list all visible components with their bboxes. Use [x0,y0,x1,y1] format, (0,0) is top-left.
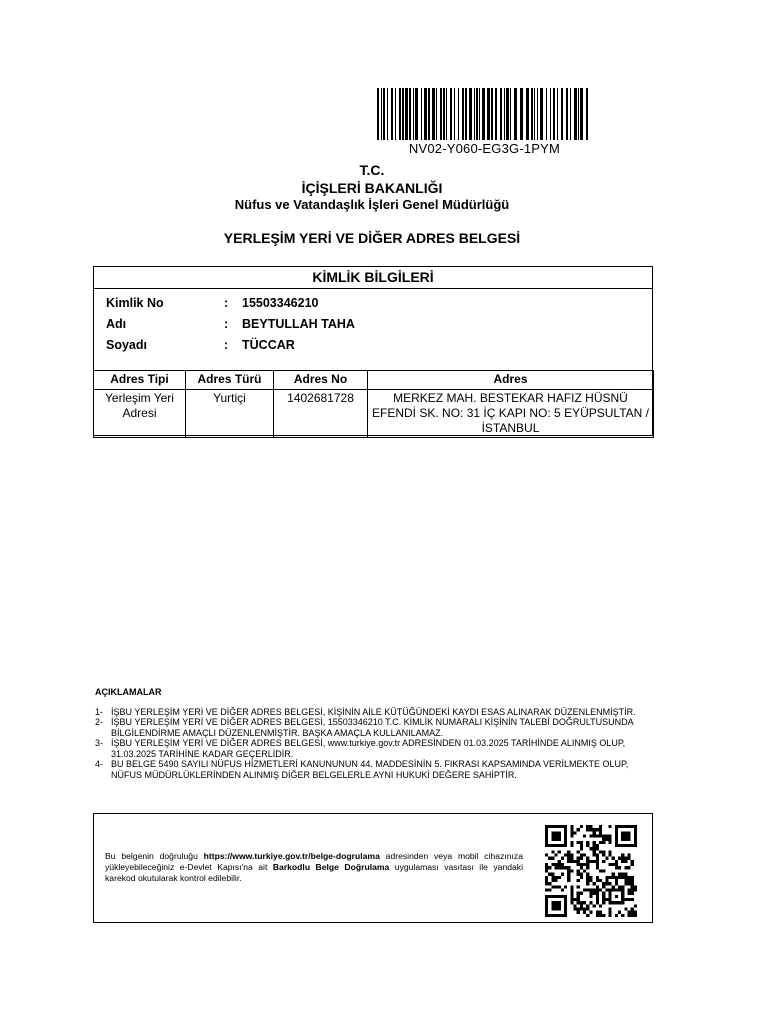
address-cell: MERKEZ MAH. BESTEKAR HAFIZ HÜSNÜ EFENDİ SK. NO: 31 İÇ KAPI NO: 5 EYÜPSULTAN / İSTANBUL [368,390,654,438]
field-colon: : [224,296,229,310]
verification-box [93,813,653,923]
note-text: İŞBU YERLEŞİM YERİ VE DİĞER ADRES BELGESİ, 15503346210 T.C. KİMLİK NUMARALI KİŞİNİN TALEBİ DOĞRULTUSUNDA BİLGİLENDİRME AMAÇLI DÜZENLENMİŞTİR. BAŞKA AMAÇLA KULLANILAMAZ. [111,717,634,738]
verification-intro: Bu belgenin doğruluğu [105,851,198,861]
table-row [94,390,654,438]
directorate-heading: Nüfus ve Vatandaşlık İşleri Genel Müdürlüğü [234,197,510,212]
column-header: Adres Tipi [94,371,186,390]
list-item [95,717,655,738]
identity-section [93,266,653,436]
address-table [93,370,654,438]
note-number: 2- [95,717,104,727]
address-table-header [94,371,654,390]
field-value: 15503346210 [242,296,319,310]
list-item [95,759,655,780]
verification-app-name: Barkodlu Belge Doğrulama [272,862,390,872]
field-label: Kimlik No [106,296,164,310]
verification-text [105,851,523,884]
document-title: YERLEŞİM YERİ VE DİĞER ADRES BELGESİ [223,230,521,246]
address-type-cell: Yerleşim Yeri Adresi [94,390,186,438]
field-label: Adı [106,317,127,331]
notes-title: AÇIKLAMALAR [95,687,162,697]
column-header: Adres Türü [186,371,274,390]
note-number: 4- [95,759,104,769]
field-value: BEYTULLAH TAHA [242,317,355,331]
notes-section [95,687,655,780]
address-number-cell: 1402681728 [274,390,368,438]
field-label: Soyadı [106,338,147,352]
note-text: İŞBU YERLEŞİM YERİ VE DİĞER ADRES BELGESİ, www.turkiye.gov.tr ADRESİNDEN 01.03.2025 TARİHİNDE ALINMIŞ OLUP, 31.03.2025 TARİHİNE KADAR GEÇERLİDİR. [111,738,626,759]
column-header: Adres No [274,371,368,390]
verification-middle: adresinden veya mobil cihazınıza yükleyebileceğiniz e-Devlet Kapısı'na ait [105,851,523,872]
column-header: Adres [368,371,654,390]
address-kind-cell: Yurtiçi [186,390,274,438]
note-number: 3- [95,738,104,748]
note-text: BU BELGE 5490 SAYILI NÜFUS HİZMETLERİ KANUNUNUN 44. MADDESİNİN 5. FIKRASI KAPSAMINDA VERİLMEKTE OLUP, NÜFUS MÜDÜRLÜKLERİNDEN ALINMIŞ DİĞER BELGELERLE AYNI HUKUKİ DEĞERE SAHİPTİR. [111,759,629,780]
barcode-code: NV02-Y060-EG3G-1PYM [408,141,561,156]
document-barcode [377,88,592,140]
identity-section-title: KİMLİK BİLGİLERİ [94,267,652,289]
field-colon: : [224,338,229,352]
qr-code-icon [545,825,637,917]
note-text: İŞBU YERLEŞİM YERİ VE DİĞER ADRES BELGESİ, KİŞİNİN AİLE KÜTÜĞÜNDEKİ KAYDI ESAS ALINARAK DÜZENLENMİŞTİR. [111,706,636,717]
verification-outro: uygulaması vasıtası ile yandaki karekod okutularak kontrol edilebilir. [105,862,523,883]
field-colon: : [224,317,229,331]
notes-list [95,707,655,781]
ministry-heading: İÇİŞLERİ BAKANLIĞI [301,180,443,196]
verification-url-link[interactable]: https://www.turkiye.gov.tr/belge-dogrulama [203,851,380,861]
field-value: TÜCCAR [242,338,295,352]
list-item [95,707,655,718]
country-heading: T.C. [359,162,385,178]
list-item [95,738,655,759]
note-number: 1- [95,706,104,717]
